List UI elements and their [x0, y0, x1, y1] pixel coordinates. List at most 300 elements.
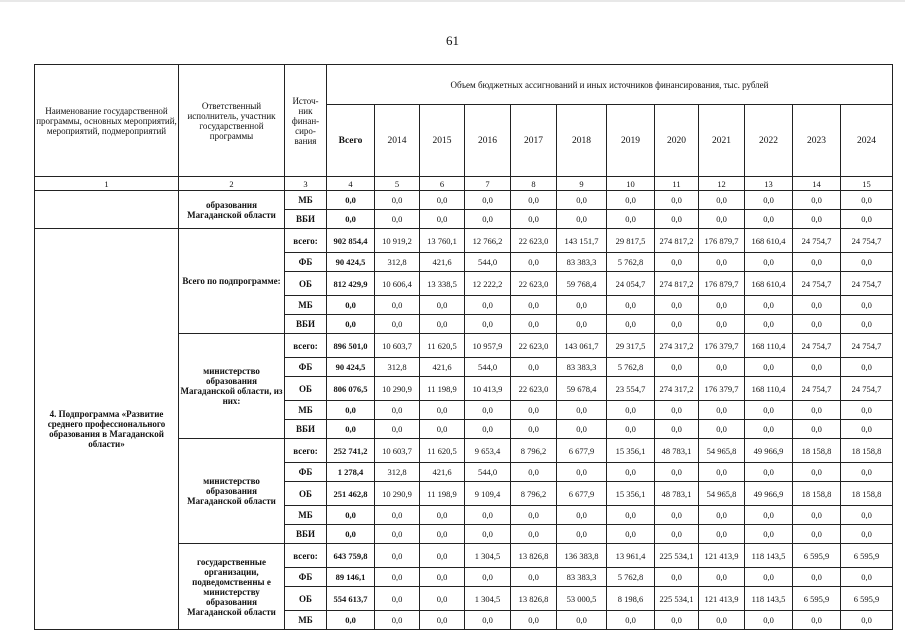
source-cell: ФБ: [285, 463, 327, 482]
year-value-cell: 23 554,7: [607, 377, 655, 401]
year-value-cell: 0,0: [655, 191, 699, 210]
year-value-cell: 421,6: [420, 358, 465, 377]
header-year: 2020: [655, 105, 699, 177]
source-cell: ФБ: [285, 568, 327, 587]
year-value-cell: 0,0: [511, 315, 557, 334]
total-value-cell: 896 501,0: [327, 334, 375, 358]
column-index: 14: [793, 177, 841, 191]
year-value-cell: 0,0: [420, 587, 465, 611]
year-value-cell: 0,0: [655, 525, 699, 544]
year-value-cell: 118 143,5: [745, 544, 793, 568]
year-value-cell: 0,0: [655, 210, 699, 229]
year-value-cell: 0,0: [841, 210, 893, 229]
source-cell: МБ: [285, 296, 327, 315]
program-name-cell: 4. Подпрограмма «Развитие среднего профессионального образования в Магаданской области»: [35, 229, 179, 630]
year-value-cell: 10 603,7: [375, 334, 420, 358]
column-index: 6: [420, 177, 465, 191]
year-value-cell: 168 110,4: [745, 377, 793, 401]
year-value-cell: 274 817,2: [655, 272, 699, 296]
year-value-cell: 0,0: [699, 463, 745, 482]
year-value-cell: 0,0: [699, 525, 745, 544]
header-year: 2021: [699, 105, 745, 177]
year-value-cell: 312,8: [375, 253, 420, 272]
year-value-cell: 0,0: [420, 525, 465, 544]
year-value-cell: 118 143,5: [745, 587, 793, 611]
year-value-cell: 8 796,2: [511, 439, 557, 463]
column-index: 15: [841, 177, 893, 191]
year-value-cell: 53 000,5: [557, 587, 607, 611]
year-value-cell: 0,0: [745, 463, 793, 482]
total-value-cell: 902 854,4: [327, 229, 375, 253]
year-value-cell: 49 966,9: [745, 482, 793, 506]
year-value-cell: 10 606,4: [375, 272, 420, 296]
year-value-cell: 0,0: [465, 210, 511, 229]
year-value-cell: 0,0: [793, 568, 841, 587]
year-value-cell: 0,0: [465, 315, 511, 334]
total-value-cell: 554 613,7: [327, 587, 375, 611]
year-value-cell: 24 754,7: [841, 334, 893, 358]
year-value-cell: 0,0: [655, 401, 699, 420]
column-index: 11: [655, 177, 699, 191]
year-value-cell: 0,0: [557, 506, 607, 525]
header-year: 2015: [420, 105, 465, 177]
year-value-cell: 0,0: [607, 611, 655, 630]
year-value-cell: 312,8: [375, 358, 420, 377]
header-year: 2017: [511, 105, 557, 177]
year-value-cell: 0,0: [420, 568, 465, 587]
column-index: 13: [745, 177, 793, 191]
year-value-cell: 0,0: [793, 358, 841, 377]
year-value-cell: 0,0: [607, 296, 655, 315]
year-value-cell: 0,0: [375, 420, 420, 439]
year-value-cell: 0,0: [511, 296, 557, 315]
year-value-cell: 0,0: [793, 253, 841, 272]
year-value-cell: 11 198,9: [420, 482, 465, 506]
year-value-cell: 6 677,9: [557, 482, 607, 506]
column-index: 3: [285, 177, 327, 191]
year-value-cell: 143 151,7: [557, 229, 607, 253]
year-value-cell: 0,0: [793, 401, 841, 420]
column-index: 2: [179, 177, 285, 191]
year-value-cell: 0,0: [375, 568, 420, 587]
year-value-cell: 22 623,0: [511, 377, 557, 401]
year-value-cell: 0,0: [375, 611, 420, 630]
year-value-cell: 421,6: [420, 463, 465, 482]
year-value-cell: 18 158,8: [793, 482, 841, 506]
year-value-cell: 0,0: [607, 191, 655, 210]
total-value-cell: 0,0: [327, 420, 375, 439]
source-cell: ВБИ: [285, 420, 327, 439]
year-value-cell: 0,0: [511, 568, 557, 587]
year-value-cell: 24 054,7: [607, 272, 655, 296]
year-value-cell: 274 317,2: [655, 334, 699, 358]
header-year: 2016: [465, 105, 511, 177]
year-value-cell: 22 623,0: [511, 272, 557, 296]
year-value-cell: 0,0: [745, 296, 793, 315]
source-cell: МБ: [285, 191, 327, 210]
page-number: 61: [446, 33, 459, 48]
year-value-cell: 0,0: [607, 315, 655, 334]
year-value-cell: 18 158,8: [841, 482, 893, 506]
year-value-cell: 176 879,7: [699, 272, 745, 296]
year-value-cell: 0,0: [557, 611, 607, 630]
total-value-cell: 1 278,4: [327, 463, 375, 482]
source-cell: ОБ: [285, 377, 327, 401]
total-value-cell: 0,0: [327, 506, 375, 525]
year-value-cell: 0,0: [655, 568, 699, 587]
year-value-cell: 29 317,5: [607, 334, 655, 358]
total-value-cell: 0,0: [327, 611, 375, 630]
year-value-cell: 13 338,5: [420, 272, 465, 296]
year-value-cell: 0,0: [745, 401, 793, 420]
year-value-cell: 83 383,3: [557, 568, 607, 587]
year-value-cell: 0,0: [375, 210, 420, 229]
source-cell: ВБИ: [285, 315, 327, 334]
year-value-cell: 225 534,1: [655, 544, 699, 568]
total-value-cell: 806 076,5: [327, 377, 375, 401]
year-value-cell: 0,0: [511, 463, 557, 482]
table-row: [35, 229, 893, 253]
year-value-cell: 0,0: [420, 506, 465, 525]
year-value-cell: 59 678,4: [557, 377, 607, 401]
year-value-cell: 48 783,1: [655, 439, 699, 463]
budget-table: [34, 64, 893, 630]
header-year: 2014: [375, 105, 420, 177]
year-value-cell: 0,0: [557, 296, 607, 315]
year-value-cell: 0,0: [745, 611, 793, 630]
year-value-cell: 0,0: [655, 506, 699, 525]
source-cell: всего:: [285, 439, 327, 463]
year-value-cell: 0,0: [465, 506, 511, 525]
year-value-cell: 0,0: [557, 420, 607, 439]
year-value-cell: 168 610,4: [745, 229, 793, 253]
year-value-cell: 0,0: [793, 525, 841, 544]
header-total: Всего: [327, 105, 375, 177]
source-cell: МБ: [285, 506, 327, 525]
year-value-cell: 0,0: [420, 420, 465, 439]
year-value-cell: 0,0: [465, 525, 511, 544]
year-value-cell: 0,0: [841, 296, 893, 315]
year-value-cell: 0,0: [511, 191, 557, 210]
year-value-cell: 0,0: [745, 253, 793, 272]
year-value-cell: 5 762,8: [607, 253, 655, 272]
year-value-cell: 0,0: [841, 401, 893, 420]
year-value-cell: 0,0: [607, 506, 655, 525]
year-value-cell: 0,0: [511, 401, 557, 420]
source-cell: МБ: [285, 401, 327, 420]
source-cell: МБ: [285, 611, 327, 630]
source-cell: ОБ: [285, 587, 327, 611]
year-value-cell: 0,0: [375, 315, 420, 334]
column-index: 7: [465, 177, 511, 191]
year-value-cell: 10 957,9: [465, 334, 511, 358]
year-value-cell: 0,0: [793, 191, 841, 210]
year-value-cell: 0,0: [699, 420, 745, 439]
year-value-cell: 0,0: [793, 463, 841, 482]
year-value-cell: 0,0: [655, 463, 699, 482]
total-value-cell: 0,0: [327, 315, 375, 334]
column-index: 9: [557, 177, 607, 191]
year-value-cell: 225 534,1: [655, 587, 699, 611]
total-value-cell: 89 146,1: [327, 568, 375, 587]
source-cell: ФБ: [285, 358, 327, 377]
column-index: 10: [607, 177, 655, 191]
year-value-cell: 0,0: [699, 191, 745, 210]
year-value-cell: 0,0: [465, 611, 511, 630]
year-value-cell: 24 754,7: [841, 377, 893, 401]
year-value-cell: 0,0: [745, 420, 793, 439]
year-value-cell: 24 754,7: [841, 229, 893, 253]
year-value-cell: 0,0: [465, 568, 511, 587]
year-value-cell: 0,0: [841, 525, 893, 544]
year-value-cell: 0,0: [607, 463, 655, 482]
source-cell: ФБ: [285, 253, 327, 272]
year-value-cell: 0,0: [511, 253, 557, 272]
year-value-cell: 22 623,0: [511, 334, 557, 358]
source-cell: всего:: [285, 334, 327, 358]
year-value-cell: 0,0: [375, 587, 420, 611]
program-name-cell-continued: [35, 191, 179, 229]
year-value-cell: 6 677,9: [557, 439, 607, 463]
year-value-cell: 0,0: [699, 253, 745, 272]
year-value-cell: 0,0: [745, 210, 793, 229]
year-value-cell: 0,0: [699, 358, 745, 377]
year-value-cell: 544,0: [465, 463, 511, 482]
year-value-cell: 0,0: [745, 506, 793, 525]
year-value-cell: 1 304,5: [465, 587, 511, 611]
year-value-cell: 0,0: [465, 401, 511, 420]
year-value-cell: 0,0: [557, 191, 607, 210]
header-year: 2022: [745, 105, 793, 177]
header-volume: Объем бюджетных ассигнований и иных источников финансирования, тыс. рублей: [327, 65, 893, 105]
year-value-cell: 0,0: [745, 568, 793, 587]
year-value-cell: 121 413,9: [699, 587, 745, 611]
year-value-cell: 544,0: [465, 253, 511, 272]
year-value-cell: 24 754,7: [841, 272, 893, 296]
year-value-cell: 0,0: [655, 611, 699, 630]
year-value-cell: 0,0: [655, 358, 699, 377]
year-value-cell: 15 356,1: [607, 482, 655, 506]
year-value-cell: 421,6: [420, 253, 465, 272]
year-value-cell: 10 919,2: [375, 229, 420, 253]
year-value-cell: 9 109,4: [465, 482, 511, 506]
year-value-cell: 22 623,0: [511, 229, 557, 253]
year-value-cell: 10 290,9: [375, 482, 420, 506]
year-value-cell: 0,0: [420, 544, 465, 568]
year-value-cell: 0,0: [557, 525, 607, 544]
year-value-cell: 0,0: [511, 358, 557, 377]
year-value-cell: 0,0: [375, 296, 420, 315]
year-value-cell: 0,0: [841, 420, 893, 439]
year-value-cell: 54 965,8: [699, 482, 745, 506]
year-value-cell: 0,0: [375, 544, 420, 568]
total-value-cell: 812 429,9: [327, 272, 375, 296]
year-value-cell: 0,0: [557, 463, 607, 482]
year-value-cell: 0,0: [511, 210, 557, 229]
year-value-cell: 0,0: [793, 420, 841, 439]
year-value-cell: 12 222,2: [465, 272, 511, 296]
year-value-cell: 1 304,5: [465, 544, 511, 568]
total-value-cell: 643 759,8: [327, 544, 375, 568]
year-value-cell: 0,0: [699, 506, 745, 525]
header-year: 2019: [607, 105, 655, 177]
year-value-cell: 8 796,2: [511, 482, 557, 506]
year-value-cell: 0,0: [557, 315, 607, 334]
year-value-cell: 274 817,2: [655, 229, 699, 253]
year-value-cell: 8 198,6: [607, 587, 655, 611]
year-value-cell: 0,0: [793, 315, 841, 334]
executor-cell: министерство образования Магаданской области: [179, 439, 285, 544]
year-value-cell: 0,0: [420, 611, 465, 630]
year-value-cell: 0,0: [841, 358, 893, 377]
year-value-cell: 0,0: [465, 420, 511, 439]
year-value-cell: 0,0: [745, 191, 793, 210]
year-value-cell: 24 754,7: [793, 272, 841, 296]
total-value-cell: 0,0: [327, 401, 375, 420]
header-executor: Ответственный исполнитель, участник государственной программы: [179, 65, 285, 177]
table-row: [35, 191, 893, 210]
year-value-cell: 83 383,3: [557, 358, 607, 377]
executor-cell: государственные организации, подведомственны е министерству образования Магаданской области: [179, 544, 285, 630]
year-value-cell: 29 817,5: [607, 229, 655, 253]
year-value-cell: 168 610,4: [745, 272, 793, 296]
year-value-cell: 9 653,4: [465, 439, 511, 463]
year-value-cell: 544,0: [465, 358, 511, 377]
header-year: 2023: [793, 105, 841, 177]
executor-cell: образования Магаданской области: [179, 191, 285, 229]
year-value-cell: 0,0: [699, 315, 745, 334]
total-value-cell: 0,0: [327, 210, 375, 229]
year-value-cell: 0,0: [841, 611, 893, 630]
year-value-cell: 0,0: [699, 401, 745, 420]
year-value-cell: 0,0: [511, 525, 557, 544]
year-value-cell: 143 061,7: [557, 334, 607, 358]
source-cell: ОБ: [285, 482, 327, 506]
total-value-cell: 0,0: [327, 191, 375, 210]
year-value-cell: 121 413,9: [699, 544, 745, 568]
year-value-cell: 0,0: [841, 506, 893, 525]
year-value-cell: 0,0: [607, 525, 655, 544]
column-index: 1: [35, 177, 179, 191]
year-value-cell: 0,0: [841, 191, 893, 210]
year-value-cell: 136 383,8: [557, 544, 607, 568]
year-value-cell: 83 383,3: [557, 253, 607, 272]
year-value-cell: 13 760,1: [420, 229, 465, 253]
header-name: Наименование государственной программы, основных мероприятий, мероприятий, подмероприятий: [35, 65, 179, 177]
year-value-cell: 12 766,2: [465, 229, 511, 253]
year-value-cell: 48 783,1: [655, 482, 699, 506]
year-value-cell: 6 595,9: [793, 544, 841, 568]
year-value-cell: 0,0: [655, 253, 699, 272]
year-value-cell: 0,0: [420, 296, 465, 315]
year-value-cell: 0,0: [511, 506, 557, 525]
year-value-cell: 24 754,7: [793, 334, 841, 358]
year-value-cell: 11 620,5: [420, 439, 465, 463]
year-value-cell: 10 290,9: [375, 377, 420, 401]
year-value-cell: 49 966,9: [745, 439, 793, 463]
year-value-cell: 0,0: [420, 315, 465, 334]
year-value-cell: 176 879,7: [699, 229, 745, 253]
year-value-cell: 0,0: [655, 315, 699, 334]
year-value-cell: 0,0: [655, 296, 699, 315]
year-value-cell: 6 595,9: [841, 587, 893, 611]
year-value-cell: 0,0: [511, 611, 557, 630]
year-value-cell: 0,0: [607, 401, 655, 420]
year-value-cell: 0,0: [699, 296, 745, 315]
year-value-cell: 168 110,4: [745, 334, 793, 358]
total-value-cell: 0,0: [327, 296, 375, 315]
year-value-cell: 0,0: [511, 420, 557, 439]
source-cell: ВБИ: [285, 525, 327, 544]
column-index: 12: [699, 177, 745, 191]
year-value-cell: 0,0: [793, 210, 841, 229]
year-value-cell: 54 965,8: [699, 439, 745, 463]
year-value-cell: 0,0: [420, 210, 465, 229]
header-source: Источ-ник финан-сиро-вания: [285, 65, 327, 177]
scan-top-edge: [0, 0, 905, 2]
year-value-cell: 24 754,7: [793, 377, 841, 401]
year-value-cell: 0,0: [793, 506, 841, 525]
total-value-cell: 90 424,5: [327, 358, 375, 377]
year-value-cell: 13 961,4: [607, 544, 655, 568]
column-index: 5: [375, 177, 420, 191]
year-value-cell: 11 198,9: [420, 377, 465, 401]
year-value-cell: 312,8: [375, 463, 420, 482]
total-value-cell: 90 424,5: [327, 253, 375, 272]
year-value-cell: 0,0: [607, 210, 655, 229]
year-value-cell: 176 379,7: [699, 377, 745, 401]
year-value-cell: 10 413,9: [465, 377, 511, 401]
year-value-cell: 24 754,7: [793, 229, 841, 253]
year-value-cell: 13 826,8: [511, 587, 557, 611]
year-value-cell: 0,0: [557, 401, 607, 420]
total-value-cell: 0,0: [327, 525, 375, 544]
year-value-cell: 13 826,8: [511, 544, 557, 568]
year-value-cell: 6 595,9: [841, 544, 893, 568]
year-value-cell: 176 379,7: [699, 334, 745, 358]
source-cell: ВБИ: [285, 210, 327, 229]
year-value-cell: 0,0: [375, 506, 420, 525]
year-value-cell: 0,0: [375, 191, 420, 210]
year-value-cell: 15 356,1: [607, 439, 655, 463]
year-value-cell: 0,0: [841, 463, 893, 482]
total-value-cell: 251 462,8: [327, 482, 375, 506]
year-value-cell: 6 595,9: [793, 587, 841, 611]
year-value-cell: 274 317,2: [655, 377, 699, 401]
year-value-cell: 0,0: [841, 568, 893, 587]
year-value-cell: 0,0: [607, 420, 655, 439]
year-value-cell: 18 158,8: [841, 439, 893, 463]
total-value-cell: 252 741,2: [327, 439, 375, 463]
year-value-cell: 0,0: [793, 296, 841, 315]
year-value-cell: 0,0: [745, 315, 793, 334]
year-value-cell: 0,0: [375, 401, 420, 420]
column-index: 4: [327, 177, 375, 191]
year-value-cell: 0,0: [841, 315, 893, 334]
year-value-cell: 59 768,4: [557, 272, 607, 296]
year-value-cell: 0,0: [375, 525, 420, 544]
source-cell: всего:: [285, 544, 327, 568]
year-value-cell: 0,0: [420, 401, 465, 420]
header-year: 2018: [557, 105, 607, 177]
year-value-cell: 5 762,8: [607, 358, 655, 377]
year-value-cell: 0,0: [793, 611, 841, 630]
year-value-cell: 11 620,5: [420, 334, 465, 358]
year-value-cell: 10 603,7: [375, 439, 420, 463]
year-value-cell: 0,0: [420, 191, 465, 210]
year-value-cell: 18 158,8: [793, 439, 841, 463]
source-cell: ОБ: [285, 272, 327, 296]
